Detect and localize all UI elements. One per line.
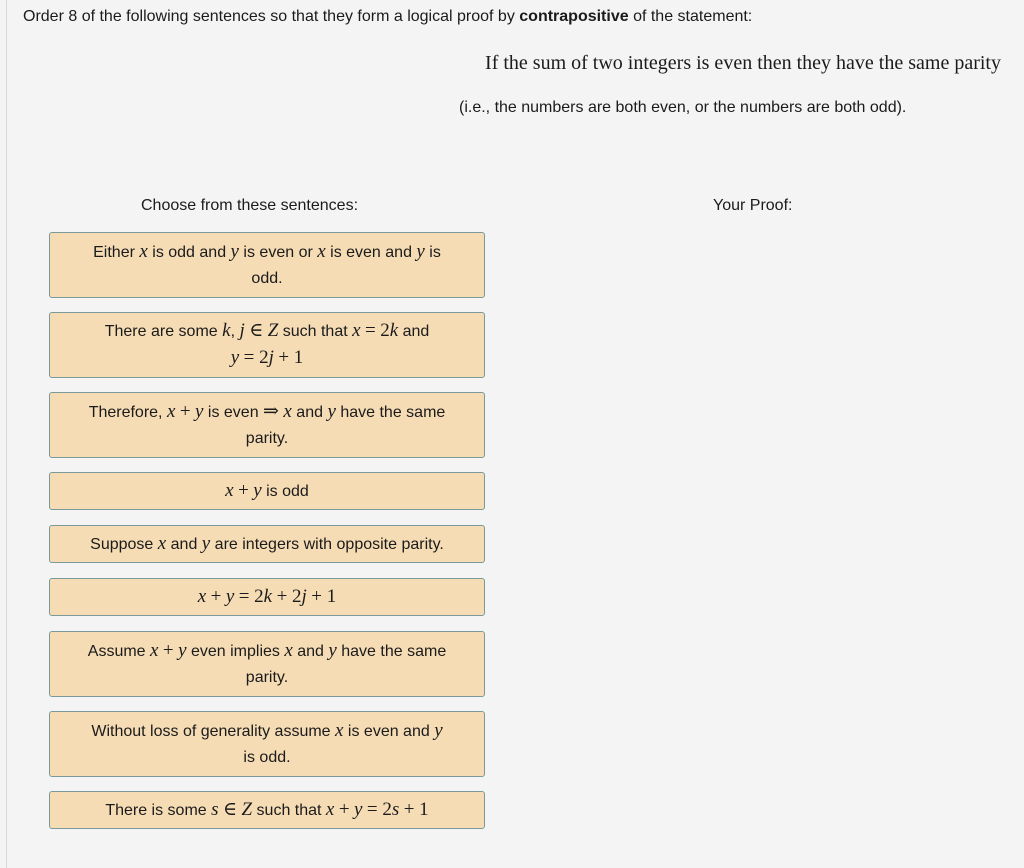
sentence-card-2[interactable]	[49, 312, 485, 378]
sentence-card-8[interactable]	[49, 711, 485, 777]
sentence-3-text: Therefore, x + y is even ⇒ x and y have the same parity.	[88, 400, 446, 447]
sentence-card-1[interactable]	[49, 232, 485, 298]
sentence-5-text: Suppose x and y are integers with opposite parity.	[90, 532, 444, 554]
instruction-text: Order 8 of the following sentences so that they form a logical proof by contrapositive of the statement:	[23, 8, 753, 25]
sentence-2-text: There are some k, j ∈ Z such that x = 2k and y = 2j + 1	[104, 320, 430, 368]
statement-text: If the sum of two integers is even then they have the same parity	[485, 52, 1001, 74]
instruction-bold: contrapositive	[519, 8, 629, 25]
sentence-card-3[interactable]	[49, 392, 485, 458]
sentence-card-7[interactable]	[49, 631, 485, 697]
sentence-card-4[interactable]	[49, 472, 485, 510]
sentence-card-5[interactable]	[49, 525, 485, 563]
choose-sentences-heading: Choose from these sentences:	[141, 197, 359, 214]
problem-frame	[6, 0, 1024, 868]
sentence-7-text: Assume x + y even implies x and y have the same parity.	[87, 639, 447, 686]
statement-clarification: (i.e., the numbers are both even, or the numbers are both odd).	[459, 99, 907, 116]
sentence-card-9[interactable]	[49, 791, 485, 829]
sentence-9-text: There is some s ∈ Z such that x + y = 2s + 1	[105, 798, 429, 820]
your-proof-heading: Your Proof:	[713, 197, 793, 214]
sentence-1-text: Either x is odd and y is even or x is even and y is odd.	[93, 240, 441, 287]
proof-drop-zone[interactable]	[555, 228, 985, 848]
sentence-8-text: Without loss of generality assume x is even and y is odd.	[91, 719, 443, 766]
sentence-card-6[interactable]	[49, 578, 485, 616]
sentence-6-text: x + y = 2k + 2j + 1	[197, 585, 337, 607]
sentence-4-text: x + y is odd	[225, 479, 309, 501]
